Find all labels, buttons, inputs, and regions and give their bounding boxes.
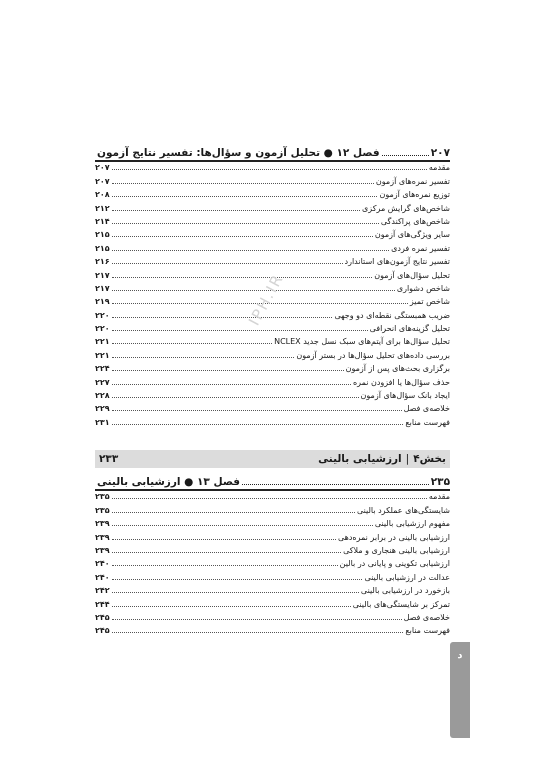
toc-entry-label: تحلیل سؤال‌های آزمون: [374, 270, 450, 280]
leader-dots: [242, 484, 429, 485]
toc-entry: [95, 610, 450, 623]
chapter-12-title: فصل ۱۲ ● تحلیل آزمون و سؤال‌ها: تفسیر نتایج آزمون: [97, 147, 380, 159]
toc-entry: [95, 254, 450, 267]
toc-entry-page: ۲۴۰: [95, 572, 110, 582]
leader-dots: [112, 498, 427, 499]
leader-dots: [112, 250, 390, 251]
toc-entry-label: ارزشیابی تکوینی و پایانی در بالین: [339, 559, 450, 569]
toc-entry-page: ۲۱۵: [95, 243, 110, 253]
toc-entry-page: ۲۱۹: [95, 297, 110, 307]
leader-dots: [112, 370, 344, 371]
toc-entry-label: خلاصه‌ی فصل: [403, 404, 450, 414]
toc-entry-label: توزیع نمره‌های آزمون: [379, 190, 450, 200]
toc-entry: [95, 374, 450, 387]
toc-entry-page: ۲۴۲: [95, 586, 110, 596]
toc-entry-label: شایستگی‌های عملکرد بالینی: [356, 505, 450, 515]
toc-entry: [95, 401, 450, 414]
toc-entry: [95, 596, 450, 609]
watermark: IPH.IR: [245, 270, 288, 329]
toc-entry-page: ۲۲۸: [95, 391, 110, 401]
toc-entry: [95, 623, 450, 636]
toc-entry-page: ۲۳۹: [95, 519, 110, 529]
toc-entry-page: ۲۲۴: [95, 364, 110, 374]
leader-dots: [112, 330, 368, 331]
chapter-12-heading: [95, 143, 450, 159]
toc-entry-label: شاخص تمیز: [409, 297, 450, 307]
leader-dots: [112, 210, 360, 211]
leader-dots: [112, 169, 427, 170]
toc-entry: [95, 516, 450, 529]
toc-entry-page: ۲۳۵: [95, 492, 110, 502]
toc-entry: [95, 334, 450, 347]
toc-entry-page: ۲۳۵: [95, 505, 110, 515]
toc-entry-label: مقدمه: [428, 492, 450, 502]
part-4-label: بخش۴: [413, 453, 446, 465]
chapter-13-title: فصل ۱۳ ● ارزشیابی بالینی: [97, 476, 241, 488]
toc-entry: [95, 160, 450, 173]
leader-dots: [112, 606, 351, 607]
leader-dots: [112, 290, 395, 291]
leader-dots: [112, 223, 379, 224]
toc-entry-page: ۲۱۵: [95, 230, 110, 240]
toc-entry-label: مفهوم ارزشیابی بالینی: [374, 519, 450, 529]
toc-entry-label: شاخص‌های پراکندگی: [380, 216, 450, 226]
leader-dots: [112, 196, 378, 197]
toc-entry: [95, 240, 450, 253]
toc-entry-page: ۲۴۴: [95, 599, 110, 609]
toc-entry: [95, 227, 450, 240]
leader-dots: [112, 539, 336, 540]
chapter-13-heading: [95, 472, 450, 488]
toc-entry: [95, 388, 450, 401]
toc-entry-label: ضریب همبستگی نقطه‌ای دو وجهی: [334, 310, 450, 320]
toc-entry: [95, 529, 450, 542]
toc-entry-page: ۲۱۲: [95, 203, 110, 213]
toc-entry-page: ۲۴۰: [95, 559, 110, 569]
toc-entry-label: سایر ویژگی‌های آزمون: [374, 230, 450, 240]
leader-dots: [112, 579, 363, 580]
toc-entry-label: مقدمه: [428, 163, 450, 173]
leader-dots: [112, 410, 402, 411]
toc-entry-page: ۲۲۰: [95, 310, 110, 320]
toc-entry-label: بازخورد در ارزشیابی بالینی: [360, 586, 450, 596]
toc-entry: [95, 502, 450, 515]
thumb-tab-label: د: [457, 650, 463, 661]
toc-entry-label: فهرست منابع: [405, 417, 450, 427]
leader-dots: [112, 592, 359, 593]
toc-entry-page: ۲۰۷: [95, 163, 110, 173]
leader-dots: [112, 424, 404, 425]
toc-entry: [95, 173, 450, 186]
toc-entry-page: ۲۱۴: [95, 216, 110, 226]
toc-entry-label: عدالت در ارزشیابی بالینی: [364, 572, 450, 582]
leader-dots: [112, 343, 272, 344]
toc-entry: [95, 200, 450, 213]
toc-entry-page: ۲۲۷: [95, 377, 110, 387]
toc-entry: [95, 556, 450, 569]
toc-entry-page: ۲۰۸: [95, 190, 110, 200]
toc-entry: [95, 214, 450, 227]
toc-entry-label: ارزشیابی بالینی هنجاری و ملاکی: [343, 545, 450, 555]
toc-entry: [95, 321, 450, 334]
leader-dots: [112, 236, 373, 237]
toc-entry-label: شاخص‌های گرایش مرکزی: [362, 203, 450, 213]
toc-entry-label: تمرکز بر شایستگی‌های بالینی: [352, 599, 450, 609]
toc-entry-page: ۲۴۵: [95, 626, 110, 636]
toc-entry-page: ۲۴۵: [95, 612, 110, 622]
toc-entry: [95, 187, 450, 200]
leader-dots: [112, 552, 341, 553]
toc-entry-page: ۲۱۷: [95, 283, 110, 293]
toc-entry-page: ۲۱۶: [95, 257, 110, 267]
leader-dots: [382, 155, 429, 156]
toc-entry-page: ۲۲۹: [95, 404, 110, 414]
toc-entry: [95, 583, 450, 596]
toc-entry: [95, 414, 450, 427]
toc-entry-label: تفسیر نتایج آزمون‌های استاندارد: [344, 257, 450, 267]
leader-dots: [112, 525, 373, 526]
toc-entry-label: تحلیل گزینه‌های انحرافی: [369, 324, 450, 334]
leader-dots: [112, 357, 295, 358]
thumb-index-tab: [450, 642, 470, 738]
leader-dots: [112, 263, 343, 264]
toc-entry-page: ۲۳۹: [95, 532, 110, 542]
chapter-12-page: ۲۰۷: [430, 147, 450, 159]
toc-entry: [95, 307, 450, 320]
leader-dots: [112, 384, 351, 385]
leader-dots: [112, 632, 404, 633]
leader-dots: [112, 317, 333, 318]
chapter-13-page: ۲۳۵: [430, 476, 450, 488]
toc-entry-label: بررسی داده‌های تحلیل سؤال‌ها در بستر آزمون: [296, 350, 450, 360]
toc-entry-page: ۲۰۷: [95, 176, 110, 186]
leader-dots: [112, 619, 402, 620]
toc-entry: [95, 569, 450, 582]
toc-entry-label: برگزاری بحث‌های پس از آزمون: [345, 364, 450, 374]
toc-entry-page: ۲۱۷: [95, 270, 110, 280]
toc-entry-label: تفسیر نمره‌های آزمون: [375, 176, 450, 186]
leader-dots: [112, 183, 374, 184]
toc-entry-label: تفسیر نمره فردی: [391, 243, 450, 253]
part-4-title: ارزشیابی بالینی: [318, 453, 402, 465]
toc-entry: [95, 543, 450, 556]
leader-dots: [112, 565, 338, 566]
part-4-separator: |: [405, 453, 410, 465]
chapter-13-entries: [95, 489, 450, 636]
toc-entry-page: ۲۳۹: [95, 545, 110, 555]
toc-entry: [95, 347, 450, 360]
toc-entry-label: فهرست منابع: [405, 626, 450, 636]
toc-entry-page: ۲۲۱: [95, 337, 110, 347]
toc-entry-label: ایجاد بانک سؤال‌های آزمون: [360, 391, 450, 401]
toc-entry-page: ۲۲۰: [95, 324, 110, 334]
leader-dots: [112, 397, 359, 398]
toc-entry-page: ۲۲۱: [95, 350, 110, 360]
toc-entry-label: حذف سؤال‌ها یا افزودن نمره: [352, 377, 450, 387]
toc-entry: [95, 361, 450, 374]
leader-dots: [112, 277, 373, 278]
toc-entry: [95, 489, 450, 502]
toc-entry-label: شاخص دشواری: [396, 283, 450, 293]
leader-dots: [112, 512, 355, 513]
toc-entry-page: ۲۳۱: [95, 417, 110, 427]
toc-entry-label: خلاصه‌ی فصل: [403, 612, 450, 622]
part-4-page: ۲۳۳: [99, 453, 119, 465]
part-4-heading: [95, 450, 450, 468]
toc-entry-label: ارزشیابی بالینی در برابر نمره‌دهی: [337, 532, 450, 542]
toc-entry-label: تحلیل سؤال‌ها برای آیتم‌های سبک نسل جدید NCLEX: [274, 337, 450, 347]
